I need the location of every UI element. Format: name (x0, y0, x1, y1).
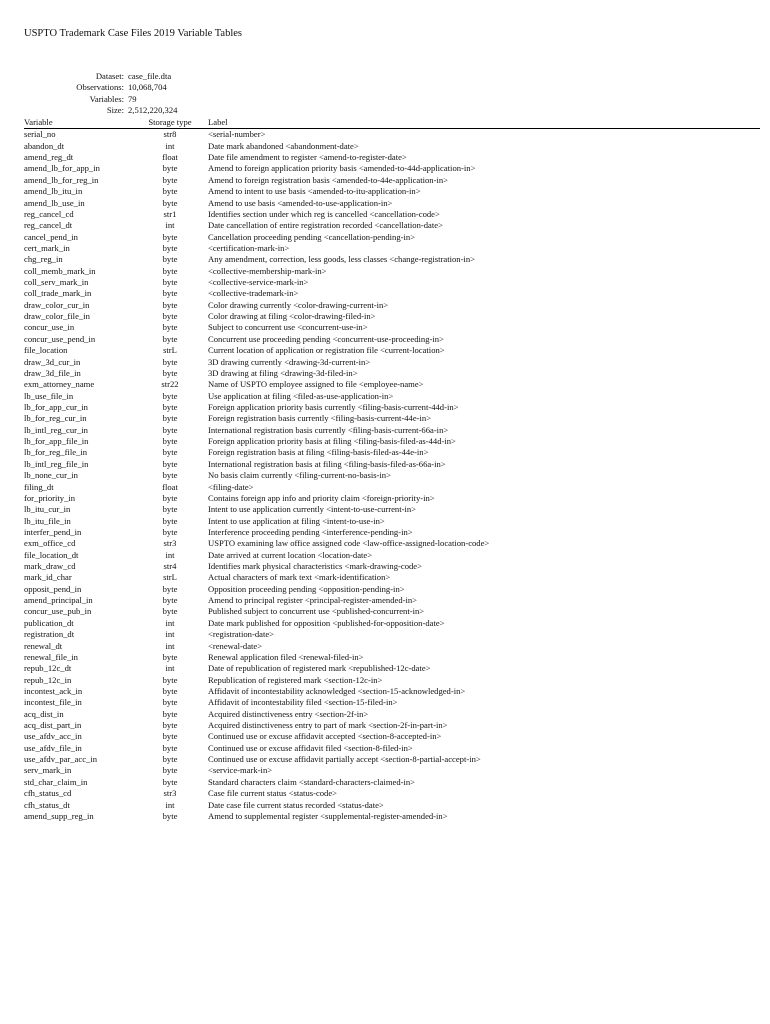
cell-label: Amend to foreign application priority basis <amended-to-44d-application-in> (208, 163, 476, 174)
table-row (24, 641, 760, 652)
cell-variable: coll_serv_mark_in (24, 277, 89, 288)
cell-storage-type: byte (162, 436, 178, 447)
cell-variable: lb_for_app_cur_in (24, 401, 88, 412)
table-row (24, 334, 760, 345)
cell-label: Subject to concurrent use <concurrent-use-in> (208, 322, 368, 333)
cell-storage-type: byte (162, 470, 178, 481)
cell-label: Date file amendment to register <amend-to-register-date> (208, 152, 407, 163)
table-row (24, 709, 760, 720)
cell-label: <registration-date> (208, 629, 275, 640)
cell-label: Intent to use application at filing <intent-to-use-in> (208, 515, 385, 526)
cell-variable: amend_lb_use_in (24, 197, 85, 208)
cell-label: Date case file current status recorded <status-date> (208, 799, 384, 810)
cell-variable: repub_12c_dt (24, 663, 72, 674)
cell-storage-type: byte (162, 186, 178, 197)
cell-variable: coll_memb_mark_in (24, 265, 96, 276)
summary-value: 2,512,220,324 (128, 105, 178, 116)
cell-storage-type: byte (162, 390, 178, 401)
cell-variable: chg_reg_in (24, 254, 63, 265)
table-row (24, 141, 760, 152)
cell-label: Date mark published for opposition <published-for-opposition-date> (208, 617, 445, 628)
cell-label: International registration basis currently <filing-basis-current-66a-in> (208, 424, 449, 435)
table-row (24, 277, 760, 288)
cell-storage-type: int (165, 220, 175, 231)
cell-storage-type: byte (162, 685, 178, 696)
table-row (24, 720, 760, 731)
table-row (24, 584, 760, 595)
cell-variable: reg_cancel_cd (24, 208, 74, 219)
summary-key: Observations: (76, 82, 124, 93)
cell-label: Standard characters claim <standard-characters-claimed-in> (208, 776, 416, 787)
cell-label: Contains foreign app info and priority claim <foreign-priority-in> (208, 492, 435, 503)
cell-storage-type: byte (162, 163, 178, 174)
cell-label: Continued use or excuse affidavit accepted <section-8-accepted-in> (208, 731, 442, 742)
cell-variable: use_afdv_file_in (24, 742, 82, 753)
cell-label: 3D drawing at filing <drawing-3d-filed-in> (208, 367, 358, 378)
cell-storage-type: byte (162, 720, 178, 731)
cell-variable: lb_itu_file_in (24, 515, 71, 526)
table-row (24, 731, 760, 742)
table-row (24, 516, 760, 527)
cell-label: Foreign registration basis currently <filing-basis-current-44e-in> (208, 413, 432, 424)
summary-row (24, 71, 177, 82)
cell-variable: concur_use_in (24, 322, 75, 333)
summary-row (24, 105, 177, 116)
cell-label: USPTO examining law office assigned code <law-office-assigned-location-code> (208, 538, 490, 549)
cell-label: Continued use or excuse affidavit partially accept <section-8-partial-accept-in> (208, 754, 481, 765)
cell-storage-type: strL (163, 572, 177, 583)
table-row (24, 379, 760, 390)
cell-label: <collective-membership-mark-in> (208, 265, 327, 276)
cell-variable: lb_intl_reg_cur_in (24, 424, 88, 435)
cell-variable: amend_principal_in (24, 595, 93, 606)
cell-storage-type: byte (162, 754, 178, 765)
cell-label: Cancellation proceeding pending <cancellation-pending-in> (208, 231, 416, 242)
cell-label: Affidavit of incontestability acknowledged <section-15-acknowledged-in> (208, 685, 466, 696)
table-row (24, 220, 760, 231)
cell-label: Opposition proceeding pending <opposition-pending-in> (208, 583, 405, 594)
cell-variable: lb_intl_reg_file_in (24, 458, 89, 469)
table-row (24, 629, 760, 640)
cell-label: Case file current status <status-code> (208, 788, 338, 799)
table-row (24, 652, 760, 663)
table-row (24, 743, 760, 754)
cell-variable: lb_use_file_in (24, 390, 74, 401)
cell-storage-type: byte (162, 595, 178, 606)
cell-variable: acq_dist_in (24, 708, 64, 719)
cell-variable: reg_cancel_dt (24, 220, 73, 231)
cell-variable: file_location (24, 345, 68, 356)
cell-label: Date of republication of registered mark <republished-12c-date> (208, 663, 431, 674)
cell-storage-type: byte (162, 311, 178, 322)
table-row (24, 675, 760, 686)
table-row (24, 425, 760, 436)
cell-storage-type: str3 (163, 538, 177, 549)
table-row (24, 288, 760, 299)
summary-key: Dataset: (95, 71, 124, 81)
cell-label: Actual characters of mark text <mark-identification> (208, 572, 391, 583)
cell-variable: for_priority_in (24, 492, 76, 503)
table-row (24, 527, 760, 538)
cell-variable: concur_use_pub_in (24, 606, 92, 617)
cell-storage-type: byte (162, 299, 178, 310)
table-row (24, 345, 760, 356)
cell-variable: amend_lb_for_reg_in (24, 174, 99, 185)
cell-variable: use_afdv_par_acc_in (24, 754, 98, 765)
cell-variable: lb_itu_cur_in (24, 504, 71, 515)
cell-storage-type: int (165, 549, 175, 560)
cell-storage-type: byte (162, 731, 178, 742)
table-row (24, 322, 760, 333)
cell-storage-type: byte (162, 606, 178, 617)
cell-variable: renewal_dt (24, 640, 63, 651)
table-row (24, 686, 760, 697)
cell-label: Published subject to concurrent use <published-concurrent-in> (208, 606, 425, 617)
cell-label: International registration basis at filing <filing-basis-filed-as-66a-in> (208, 458, 446, 469)
cell-storage-type: int (165, 640, 175, 651)
cell-storage-type: byte (162, 742, 178, 753)
table-row (24, 232, 760, 243)
table-row (24, 152, 760, 163)
table-row (24, 754, 760, 765)
cell-label: Amend to use basis <amended-to-use-application-in> (208, 197, 393, 208)
table-body (24, 129, 760, 822)
cell-storage-type: float (162, 481, 178, 492)
cell-label: Foreign application priority basis at filing <filing-basis-filed-as-44d-in> (208, 436, 456, 447)
cell-label: Amend to intent to use basis <amended-to-itu-application-in> (208, 186, 421, 197)
cell-storage-type: int (165, 617, 175, 628)
cell-variable: cancel_pend_in (24, 231, 78, 242)
table-row (24, 788, 760, 799)
cell-variable: lb_for_reg_file_in (24, 447, 88, 458)
cell-variable: mark_draw_cd (24, 561, 76, 572)
cell-storage-type: byte (162, 708, 178, 719)
cell-variable: amend_supp_reg_in (24, 810, 94, 821)
table-row (24, 402, 760, 413)
cell-variable: draw_color_cur_in (24, 299, 90, 310)
cell-storage-type: byte (162, 356, 178, 367)
table-row (24, 550, 760, 561)
cell-label: Republication of registered mark <section-12c-in> (208, 674, 383, 685)
table-row (24, 413, 760, 424)
table-row (24, 391, 760, 402)
table-header (24, 117, 760, 129)
cell-storage-type: byte (162, 526, 178, 537)
cell-variable: opposit_pend_in (24, 583, 82, 594)
cell-label: <filing-date> (208, 481, 254, 492)
cell-label: 3D drawing currently <drawing-3d-current-in> (208, 356, 371, 367)
cell-storage-type: byte (162, 288, 178, 299)
cell-label: <collective-trademark-in> (208, 288, 299, 299)
cell-variable: publication_dt (24, 617, 74, 628)
table-row (24, 163, 760, 174)
table-row (24, 618, 760, 629)
cell-label: Date mark abandoned <abandonment-date> (208, 140, 359, 151)
table-row (24, 697, 760, 708)
cell-label: <serial-number> (208, 129, 266, 140)
table-row (24, 777, 760, 788)
cell-variable: std_char_claim_in (24, 776, 88, 787)
table-row (24, 368, 760, 379)
cell-variable: cfh_status_cd (24, 788, 72, 799)
cell-storage-type: byte (162, 231, 178, 242)
table-row (24, 482, 760, 493)
cell-storage-type: byte (162, 458, 178, 469)
table-row (24, 447, 760, 458)
cell-label: Foreign application priority basis currently <filing-basis-current-44d-in> (208, 401, 459, 412)
summary-row (24, 82, 177, 93)
cell-storage-type: byte (162, 765, 178, 776)
cell-label: Renewal application filed <renewal-filed-in> (208, 651, 364, 662)
cell-storage-type: strL (163, 345, 177, 356)
cell-variable: amend_lb_itu_in (24, 186, 83, 197)
cell-storage-type: str3 (163, 788, 177, 799)
table-row (24, 357, 760, 368)
table-row (24, 254, 760, 265)
cell-storage-type: byte (162, 447, 178, 458)
cell-storage-type: byte (162, 197, 178, 208)
cell-variable: abandon_dt (24, 140, 65, 151)
cell-variable: mark_id_char (24, 572, 72, 583)
table-row (24, 572, 760, 583)
cell-label: Continued use or excuse affidavit filed <section-8-filed-in> (208, 742, 413, 753)
cell-storage-type: byte (162, 674, 178, 685)
summary-value: case_file.dta (128, 71, 172, 81)
table-row (24, 595, 760, 606)
cell-storage-type: str22 (161, 379, 179, 390)
cell-storage-type: byte (162, 322, 178, 333)
cell-label: <collective-service-mark-in> (208, 277, 309, 288)
cell-storage-type: int (165, 799, 175, 810)
cell-variable: serial_no (24, 129, 56, 140)
cell-storage-type: byte (162, 583, 178, 594)
cell-variable: lb_for_reg_cur_in (24, 413, 87, 424)
cell-storage-type: byte (162, 242, 178, 253)
cell-label: <renewal-date> (208, 640, 263, 651)
cell-variable: coll_trade_mark_in (24, 288, 92, 299)
cell-variable: repub_12c_in (24, 674, 72, 685)
cell-label: Interference proceeding pending <interference-pending-in> (208, 526, 413, 537)
cell-storage-type: byte (162, 254, 178, 265)
table-row (24, 504, 760, 515)
cell-label: Acquired distinctiveness entry <section-2f-in> (208, 708, 369, 719)
cell-label: Concurrent use proceeding pending <concurrent-use-proceeding-in> (208, 333, 444, 344)
table-row (24, 243, 760, 254)
cell-storage-type: byte (162, 697, 178, 708)
cell-label: Date cancellation of entire registration recorded <cancellation-date> (208, 220, 443, 231)
cell-variable: draw_3d_cur_in (24, 356, 81, 367)
cell-variable: cert_mark_in (24, 242, 70, 253)
table-row (24, 811, 760, 822)
cell-variable: draw_color_file_in (24, 311, 90, 322)
cell-storage-type: byte (162, 413, 178, 424)
cell-variable: renewal_file_in (24, 651, 78, 662)
cell-storage-type: byte (162, 424, 178, 435)
summary-key: Size: (106, 105, 124, 116)
cell-variable: lb_none_cur_in (24, 470, 78, 481)
cell-variable: exm_office_cd (24, 538, 76, 549)
summary-value: 79 (128, 93, 137, 104)
cell-label: Amend to supplemental register <supplemental-register-amended-in> (208, 810, 448, 821)
cell-variable: lb_for_app_file_in (24, 436, 89, 447)
cell-label: <certification-mark-in> (208, 242, 290, 253)
table-row (24, 266, 760, 277)
table-row (24, 300, 760, 311)
table-row (24, 186, 760, 197)
table-row (24, 765, 760, 776)
cell-storage-type: byte (162, 367, 178, 378)
cell-variable: registration_dt (24, 629, 75, 640)
summary-row (24, 94, 177, 105)
table-row (24, 175, 760, 186)
table-row (24, 311, 760, 322)
cell-storage-type: int (165, 629, 175, 640)
cell-label: No basis claim currently <filing-current-no-basis-in> (208, 470, 391, 481)
cell-storage-type: float (162, 152, 178, 163)
cell-label: <service-mark-in> (208, 765, 273, 776)
dataset-summary (24, 71, 177, 117)
cell-label: Any amendment, correction, less goods, less classes <change-registration-in> (208, 254, 475, 265)
cell-storage-type: byte (162, 333, 178, 344)
cell-variable: amend_lb_for_app_in (24, 163, 100, 174)
cell-label: Name of USPTO employee assigned to file <employee-name> (208, 379, 424, 390)
cell-variable: amend_reg_dt (24, 152, 74, 163)
table-row (24, 538, 760, 549)
document-title: USPTO Trademark Case Files 2019 Variable Tables (24, 28, 243, 39)
cell-storage-type: byte (162, 401, 178, 412)
cell-storage-type: byte (162, 776, 178, 787)
table-row (24, 561, 760, 572)
cell-label: Identifies section under which reg is cancelled <cancellation-code> (208, 208, 440, 219)
cell-storage-type: str8 (163, 129, 177, 140)
cell-storage-type: byte (162, 810, 178, 821)
summary-value: 10,068,704 (128, 82, 167, 93)
cell-label: Foreign registration basis at filing <filing-basis-filed-as-44e-in> (208, 447, 429, 458)
cell-variable: cfh_status_dt (24, 799, 70, 810)
cell-storage-type: int (165, 140, 175, 151)
cell-label: Amend to principal register <principal-register-amended-in> (208, 595, 418, 606)
table-row (24, 493, 760, 504)
header-variable: Variable (24, 117, 53, 127)
cell-label: Affidavit of incontestability filed <section-15-filed-in> (208, 697, 398, 708)
header-label: Label (208, 117, 228, 127)
cell-storage-type: byte (162, 504, 178, 515)
cell-variable: incontest_file_in (24, 697, 82, 708)
table-row (24, 663, 760, 674)
cell-storage-type: str1 (163, 208, 177, 219)
summary-key: Variables: (89, 93, 124, 104)
cell-storage-type: byte (162, 174, 178, 185)
table-row (24, 198, 760, 209)
cell-variable: interfer_pend_in (24, 526, 82, 537)
table-row (24, 129, 760, 140)
cell-storage-type: str4 (163, 561, 177, 572)
cell-storage-type: int (165, 663, 175, 674)
table-row (24, 436, 760, 447)
table-row (24, 470, 760, 481)
cell-variable: acq_dist_part_in (24, 720, 82, 731)
cell-label: Acquired distinctiveness entry to part of mark <section-2f-in-part-in> (208, 720, 448, 731)
cell-label: Date arrived at current location <location-date> (208, 549, 373, 560)
cell-variable: use_afdv_acc_in (24, 731, 82, 742)
variable-table (24, 117, 760, 822)
cell-storage-type: byte (162, 492, 178, 503)
cell-variable: serv_mark_in (24, 765, 72, 776)
cell-variable: draw_3d_file_in (24, 367, 81, 378)
cell-label: Identifies mark physical characteristics <mark-drawing-code> (208, 561, 422, 572)
cell-variable: exm_attorney_name (24, 379, 95, 390)
cell-storage-type: byte (162, 515, 178, 526)
cell-storage-type: byte (162, 651, 178, 662)
cell-variable: incontest_ack_in (24, 685, 83, 696)
table-row (24, 800, 760, 811)
cell-label: Use application at filing <filed-as-use-application-in> (208, 390, 394, 401)
cell-storage-type: byte (162, 265, 178, 276)
table-row (24, 606, 760, 617)
cell-variable: concur_use_pend_in (24, 333, 96, 344)
table-row (24, 209, 760, 220)
cell-variable: filing_dt (24, 481, 54, 492)
cell-label: Amend to foreign registration basis <amended-to-44e-application-in> (208, 174, 448, 185)
cell-storage-type: byte (162, 277, 178, 288)
cell-label: Intent to use application currently <intent-to-use-current-in> (208, 504, 416, 515)
cell-label: Color drawing currently <color-drawing-current-in> (208, 299, 389, 310)
cell-label: Current location of application or registration file <current-location> (208, 345, 445, 356)
cell-variable: file_location_dt (24, 549, 79, 560)
table-row (24, 459, 760, 470)
header-storage-type: Storage type (148, 117, 192, 127)
cell-label: Color drawing at filing <color-drawing-filed-in> (208, 311, 376, 322)
